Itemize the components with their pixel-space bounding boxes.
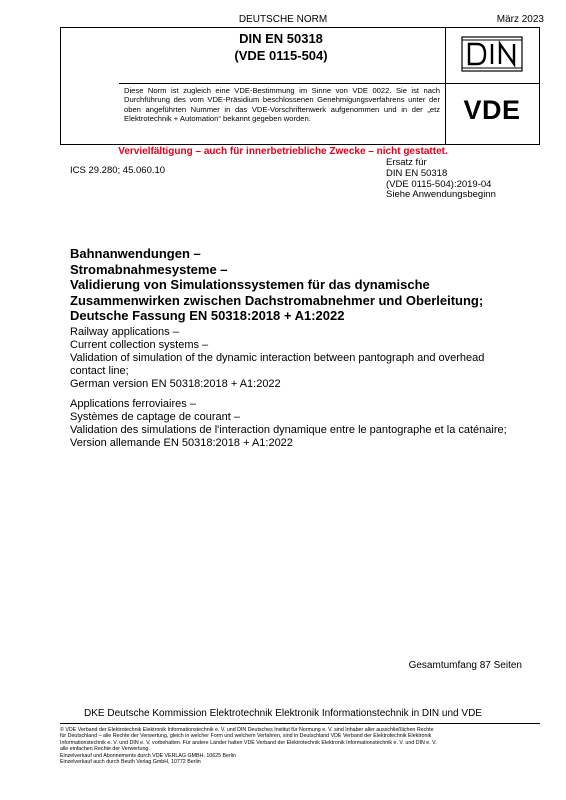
- replacement-line: Ersatz für: [386, 157, 427, 168]
- title-french-line: Systèmes de captage de courant –: [70, 411, 240, 423]
- title-german-line: Validierung von Simulationssystemen für das dynamische: [70, 277, 430, 292]
- footer-line: © VDE Verband der Elektrotechnik Elektronik Informationstechnik e. V. und DIN Deutsches Institut für Normung e. V. sind Inhaber aller ausschließlichen Rechte: [60, 727, 434, 733]
- issue-date: März 2023: [496, 14, 544, 25]
- document-type-label: DEUTSCHE NORM: [238, 14, 328, 25]
- title-english: [70, 326, 510, 391]
- copyright-footer: [60, 727, 540, 765]
- replacement-line: Siehe Anwendungsbeginn: [386, 189, 496, 201]
- title-german: [70, 246, 510, 324]
- ics-code: ICS 29.280; 45.060.10: [70, 165, 166, 176]
- copy-restriction-warning: Vervielfältigung – auch für innerbetriebliche Zwecke – nicht gestattet.: [118, 146, 448, 157]
- title-french-line: Applications ferroviaires –: [70, 398, 196, 410]
- total-page-count: Gesamtumfang 87 Seiten: [408, 660, 522, 671]
- standard-number: DIN EN 50318: [239, 31, 323, 46]
- title-french-line: Validation des simulations de l'interaction dynamique entre le pantographe et la caténaire;: [70, 424, 507, 436]
- vde-classification: (VDE 0115-504): [234, 48, 328, 63]
- footer-divider: [60, 723, 540, 724]
- title-german-line: Deutsche Fassung EN 50318:2018 + A1:2022: [70, 308, 345, 323]
- title-english-line: Current collection systems –: [70, 339, 209, 351]
- title-french-line: Version allemande EN 50318:2018 + A1:2022: [70, 437, 293, 449]
- title-english-line: Railway applications –: [70, 326, 179, 338]
- frame-divider-horizontal: [119, 83, 539, 84]
- vde-regulation-notice: Diese Norm ist zugleich eine VDE-Bestimmung im Sinne von VDE 0022. Sie ist nach Durchführung des vom VDE-Präsidium beschlossenen Genehmigungsverfahrens unter der oben angeführten Nummer in das VDE-Vorschriftenwerk aufgenommen und in der „etz Elektrotechnik + Automation“ bekannt gegeben worden.: [124, 86, 440, 124]
- title-german-line: Zusammenwirken zwischen Dachstromabnehmer und Oberleitung;: [70, 292, 484, 308]
- replacement-line: (VDE 0115-504):2019-04: [386, 178, 492, 190]
- replacement-line: DIN EN 50318: [386, 167, 448, 179]
- dke-commission-line: DKE Deutsche Kommission Elektrotechnik Elektronik Informationstechnik in DIN und VDE: [84, 708, 482, 719]
- footer-line: alle einfachen Rechte der Verwertung.: [60, 746, 150, 753]
- title-english-line: contact line;: [70, 365, 129, 377]
- din-logo-mark: [461, 36, 523, 72]
- title-english-line: Validation of simulation of the dynamic interaction between pantograph and overhead: [70, 352, 485, 364]
- footer-line: Einzelverkauf auch durch Beuth Verlag GmbH, 10772 Berlin: [60, 759, 201, 766]
- vde-logo: VDE: [463, 94, 521, 125]
- title-english-line: German version EN 50318:2018 + A1:2022: [70, 378, 281, 390]
- footer-line: Informationstechnik e. V. und DIN e. V. vorbehalten. Für andere Länder halten VDE Verband der Elektrotechnik Elektronik Informationstechnik e. V. und DIN e. V.: [60, 739, 437, 746]
- standard-title-box: [119, 30, 443, 64]
- title-french: [70, 398, 510, 450]
- din-logo: [446, 31, 538, 77]
- footer-line: Einzelverkauf und Abonnements durch VDE VERLAG GMBH, 10625 Berlin: [60, 752, 237, 759]
- footer-line: für Deutschland – alle Rechte der Verwertung, gleich in welcher Form und welchem Verfahren, sind in Deutschland VDE Verband der Elektrotechnik Elektronik: [60, 733, 432, 740]
- title-german-line: Bahnanwendungen –: [70, 246, 201, 261]
- replacement-info: [386, 158, 496, 201]
- title-german-line: Stromabnahmesysteme –: [70, 261, 228, 277]
